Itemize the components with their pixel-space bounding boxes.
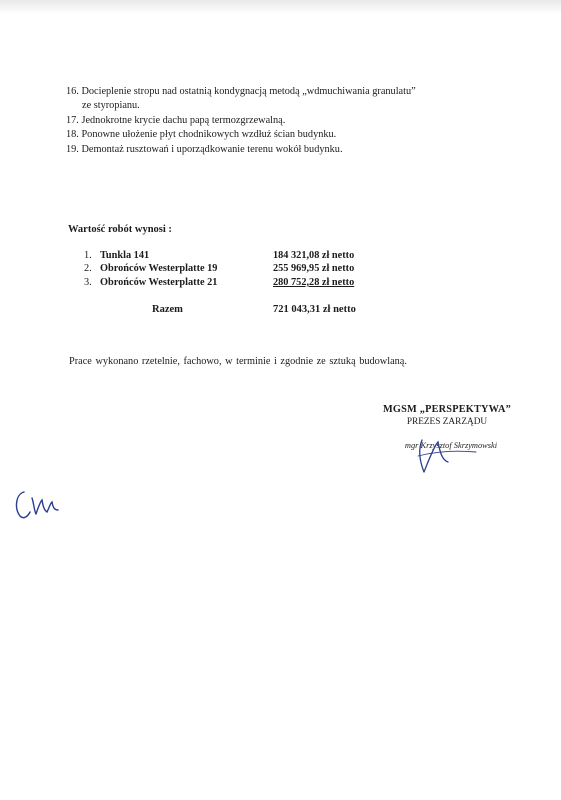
cost-index: 1. (84, 250, 92, 261)
cost-row (84, 277, 384, 290)
work-item-text: Jednokrotne krycie dachu papą termozgrzewalną. (81, 114, 286, 126)
work-item (66, 128, 506, 142)
work-item-number: 17. (66, 114, 79, 126)
work-item (66, 85, 506, 114)
work-item-text: Demontaż rusztowań i uporządkowanie terenu wokół budynku. (81, 143, 343, 155)
work-item (66, 143, 506, 157)
cost-amount: 255 969,95 zł netto (273, 263, 355, 275)
cost-label: Obrońców Westerplatte 19 (100, 263, 218, 275)
work-item-text: Docieplenie stropu nad ostatnią kondygnacją metodą „wdmuchiwania granulatu” (81, 86, 416, 97)
total-amount: 721 043,31 zł netto (273, 304, 356, 315)
cost-index: 3. (84, 276, 92, 288)
value-heading: Wartość robót wynosi : (68, 224, 172, 235)
cost-list (84, 250, 384, 290)
work-item-continuation: ze styropianu. (82, 100, 140, 112)
total-row (84, 304, 384, 318)
work-item-text: Ponowne ułożenie płyt chodnikowych wzdłuż ścian budynku. (81, 129, 337, 141)
cost-label: Tunkla 141 (100, 250, 150, 261)
work-item-number: 18. (66, 129, 79, 141)
cost-label: Obrońców Westerplatte 21 (100, 276, 218, 288)
total-label: Razem (152, 304, 183, 315)
handwritten-initials (12, 486, 72, 526)
completion-statement: Prace wykonano rzetelnie, fachowo, w terminie i zgodnie ze sztuką budowlaną. (69, 356, 407, 367)
work-item (66, 114, 506, 128)
work-items-list (66, 85, 506, 157)
work-item-number: 16. (66, 86, 79, 97)
handwritten-signature (404, 432, 494, 482)
cost-amount: 280 752,28 zł netto (273, 276, 355, 288)
stamp-organization: MGSM „PERSPEKTYWA” (382, 404, 512, 415)
work-item-number: 19. (66, 143, 79, 155)
cost-row (84, 263, 384, 276)
cost-index: 2. (84, 263, 92, 275)
scan-edge-shadow (0, 0, 561, 14)
cost-row (84, 250, 384, 263)
cost-amount: 184 321,08 zł netto (273, 250, 355, 261)
stamp-name: mgr Krzysztof Skrzymowski (404, 441, 498, 450)
stamp-role: PREZES ZARZĄDU (406, 417, 488, 427)
